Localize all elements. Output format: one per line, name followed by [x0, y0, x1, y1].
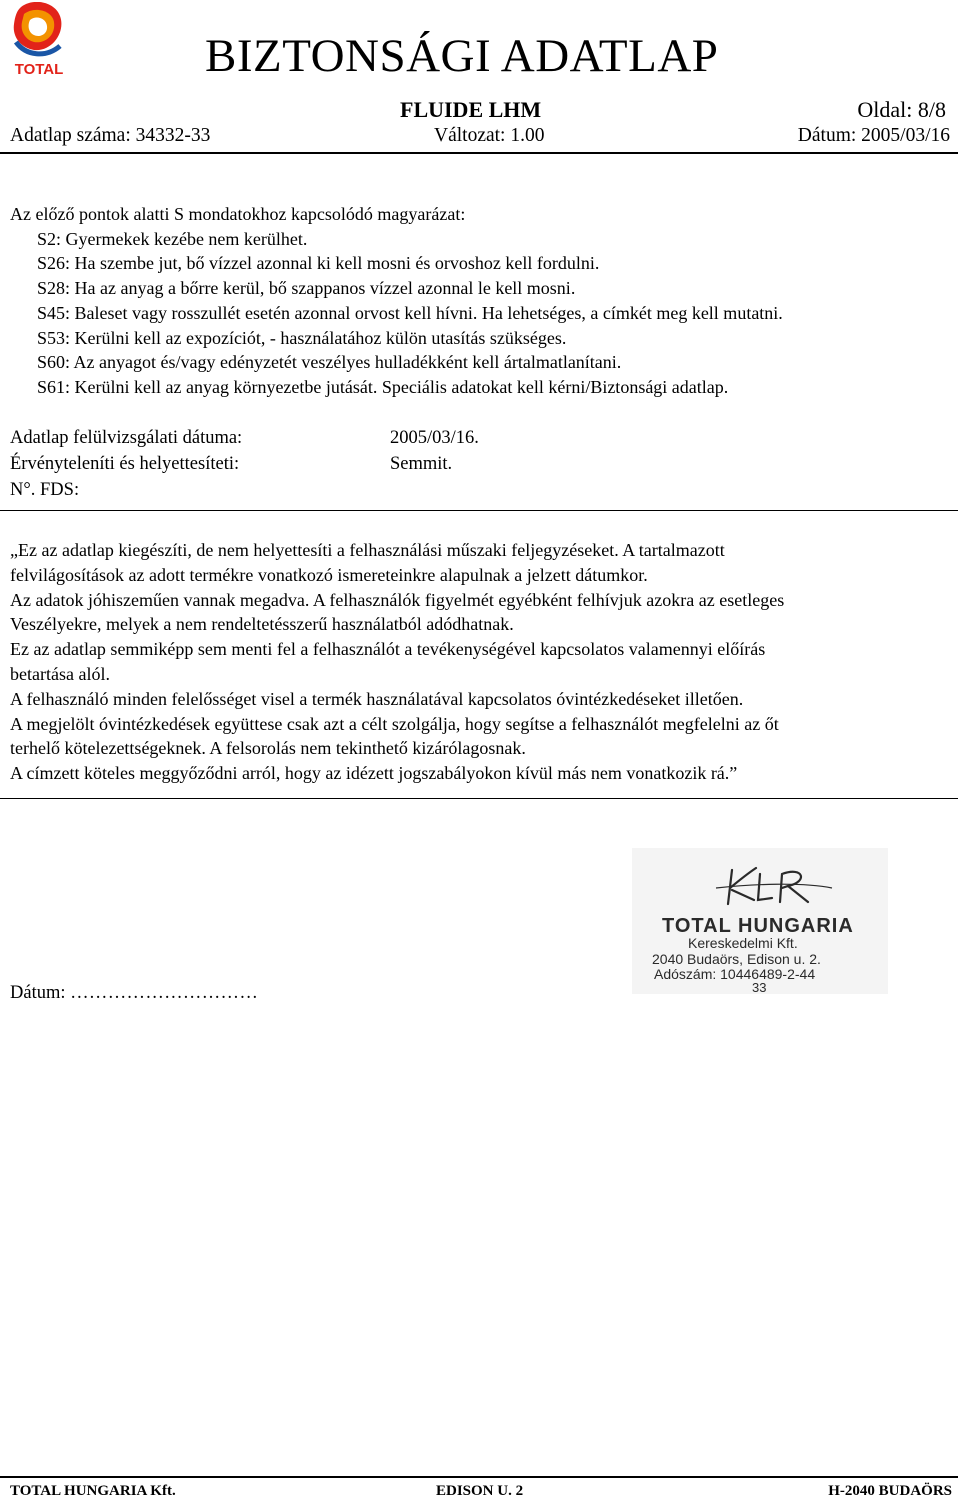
s-phrase-s28: S28: Ha az anyag a bőrre kerül, bő szappanos vízzel azonnal le kell mosni.: [37, 278, 576, 299]
disclaimer-line: A megjelölt óvintézkedések együttese csak azt a célt szolgálja, hogy segítse a felhasználót megfelelni az őt: [10, 713, 779, 734]
s-phrase-s61: S61: Kerülni kell az anyag környezetbe jutását. Speciális adatokat kell kérni/Biztonsági adatlap.: [37, 376, 729, 397]
logo-text: TOTAL: [14, 61, 64, 78]
disclaimer-line: betartása alól.: [10, 663, 110, 684]
company-stamp: [632, 848, 888, 994]
disclaimer-line: A felhasználó minden felelősséget visel a termék használatával kapcsolatos óvintézkedéseket illetően.: [10, 688, 744, 709]
stamp-company: TOTAL HUNGARIA: [662, 915, 854, 937]
s-phrases-section: [10, 202, 783, 400]
footer-street: EDISON U. 2: [436, 1483, 524, 1499]
stamp-line-5: 33: [752, 980, 767, 994]
revision-info: [10, 425, 710, 503]
section-divider: [0, 510, 958, 511]
document-title: BIZTONSÁGI ADATLAP: [205, 30, 719, 82]
s-phrase-s45: S45: Baleset vagy rosszullét esetén azonnal orvost kell hívni. Ha lehetséges, a címkét meg kell mutatni.: [37, 302, 783, 323]
product-name: FLUIDE LHM: [400, 97, 542, 122]
s-phrases-intro: Az előző pontok alatti S mondatokhoz kapcsolódó magyarázat:: [10, 204, 466, 224]
disclaimer-line: Ez az adatlap semmiképp sem menti fel a felhasználót a tevékenységével kapcsolatos valamennyi előírás: [10, 639, 766, 660]
signature-date-blank: …………………………: [70, 983, 259, 1003]
replaces-label: Érvényteleníti és helyettesíteti:: [10, 454, 240, 474]
review-date-value: 2005/03/16.: [390, 428, 479, 448]
stamp-line-3: 2040 Budaörs, Edison u. 2.: [652, 951, 821, 967]
page-footer: [10, 1481, 952, 1501]
stamp-line-4: Adószám: 10446489-2-44: [654, 966, 816, 982]
review-date-row: [10, 425, 710, 451]
disclaimer-line: Veszélyekre, melyek a nem rendeltetésszerű használatból adódhatnak.: [10, 614, 514, 635]
signature-date-label: Dátum:: [10, 983, 66, 1003]
s-phrase-s60: S60: Az anyagot és/vagy edényzetét veszélyes hulladékként kell ártalmatlanítani.: [37, 352, 622, 373]
review-date-label: Adatlap felülvizsgálati dátuma:: [10, 428, 243, 448]
sheet-number: Adatlap száma: 34332-33: [10, 125, 211, 146]
total-logo: [8, 2, 70, 78]
s-phrase-s2: S2: Gyermekek kezébe nem kerülhet.: [37, 228, 308, 249]
footer-company: TOTAL HUNGARIA Kft.: [10, 1483, 176, 1499]
replaces-value: Semmit.: [390, 454, 453, 474]
footer-city: H-2040 BUDAÖRS: [828, 1483, 952, 1499]
disclaimer-line: terhelő kötelezettségeknek. A felsorolás nem tekinthető kizárólagosnak.: [10, 738, 526, 759]
issue-date: Dátum: 2005/03/16: [797, 125, 950, 146]
disclaimer-text: [10, 538, 950, 786]
stamp-line-2: Kereskedelmi Kft.: [688, 935, 798, 951]
s-phrase-s26: S26: Ha szembe jut, bő vízzel azonnal ki kell mosni és orvoshoz kell fordulni.: [37, 253, 600, 274]
disclaimer-line: „Ez az adatlap kiegészíti, de nem helyettesíti a felhasználási műszaki feljegyzéseket. A tartalmazott: [10, 540, 725, 560]
fds-label: N°. FDS:: [10, 480, 80, 500]
s-phrase-s53: S53: Kerülni kell az expozíciót, - használatához külön utasítás szükséges.: [37, 327, 567, 348]
fds-row: [10, 477, 710, 503]
disclaimer-line: Az adatok jóhiszeműen vannak megadva. A felhasználók figyelmét egyébként felhívjuk azokra az esetleges: [10, 589, 785, 610]
replaces-row: [10, 451, 710, 477]
header-divider: [0, 152, 958, 154]
disclaimer-line: felvilágosítások az adott termékre vonatkozó ismereteinkre alapulnak a jelzett dátumkor.: [10, 564, 648, 585]
page-number: Oldal: 8/8: [857, 97, 946, 122]
footer-divider: [0, 1476, 958, 1478]
header-meta-row: [10, 124, 950, 148]
signature-date: [10, 980, 258, 1006]
version: Változat: 1.00: [434, 125, 545, 146]
disclaimer-divider: [0, 798, 958, 799]
disclaimer-line: A címzett köteles meggyőződni arról, hogy az idézett jogszabályokon kívül más nem vonatkozik rá.”: [10, 763, 738, 784]
